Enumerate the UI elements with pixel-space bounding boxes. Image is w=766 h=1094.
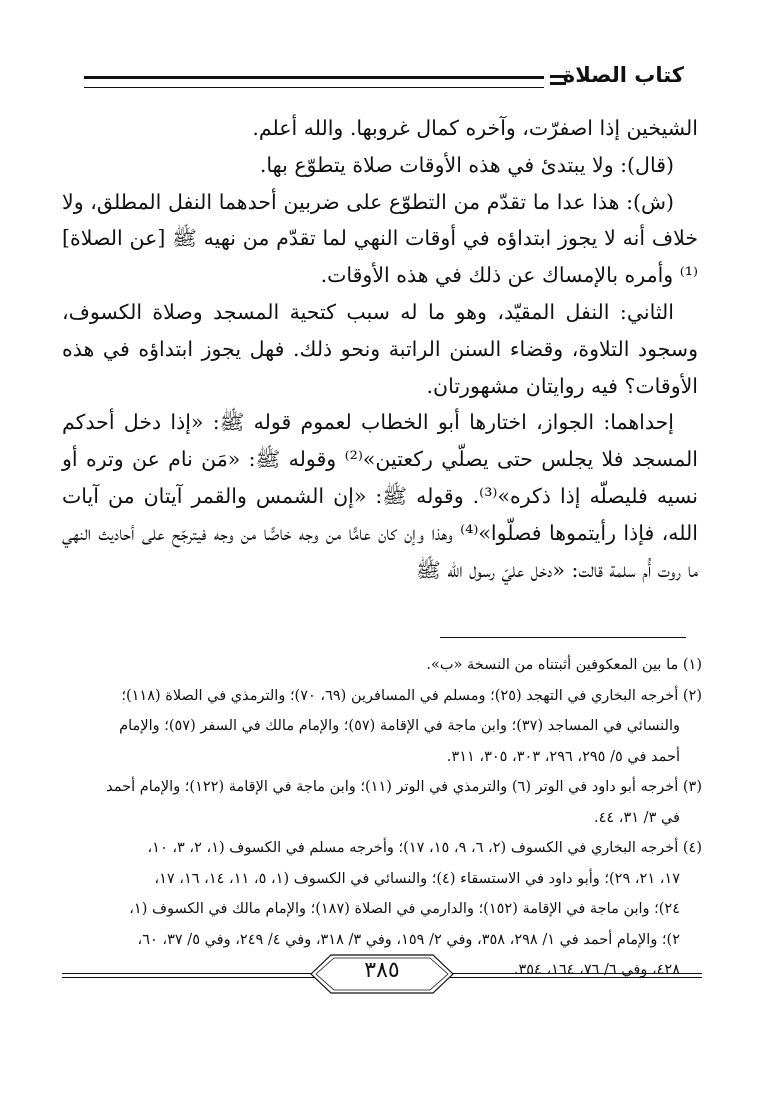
page-footer xyxy=(62,952,702,996)
paragraph: (قال): ولا يبتدئ في هذه الأوقات صلاة يتطوّع بها. xyxy=(259,152,674,177)
paragraph: الشيخين إذا اصفرّت، وآخره كمال غروبها. والله أعلم. xyxy=(252,116,698,140)
running-header xyxy=(84,62,684,94)
footnote-line: (٤) أخرجه البخاري في الكسوف (٢، ٦، ٩، ١٥، ١٧)؛ وأخرجه مسلم في الكسوف (١، ٢، ٣، ١٠، xyxy=(147,840,702,856)
footnote-line: (٣) أخرجه أبو داود في الوتر (٦) والترمذي في الوتر (١١)؛ وابن ماجة في الإقامة (١٢٢)؛ والإمام أحمد xyxy=(106,779,702,795)
running-header-title: كتاب الصلاة xyxy=(562,63,684,87)
footnote-line: (٢) أخرجه البخاري في التهجد (٢٥)؛ ومسلم في المسافرين (٦٩، ٧٠)؛ والترمذي في الصلاة (١١٨)؛ xyxy=(121,687,702,704)
paragraph: (ش): هذا عدا ما تقدّم من التطوّع على ضربين أحدهما النفل المطلق، ولا خلاف أنه لا يجوز ابتداؤه في أوقات النهي لما تقدّم من نهيه ﷺ [عن الصلاة]⁽¹⁾ وأمره بالإمساك عن ذلك في هذه الأوقات. xyxy=(62,189,698,288)
footnote-line: ١٧، ٢١، ٢٩)؛ وأبو داود في الاستسقاء (٤)؛ والنسائي في الكسوف (١، ٥، ١١، ١٤، ١٦، ١٧، xyxy=(154,870,680,887)
paragraph: الثاني: النفل المقيّد، وهو ما له سبب كتحية المسجد وصلاة الكسوف، وسجود التلاوة، وقضاء السنن الراتبة ونحو ذلك. فهل يجوز ابتداؤه في هذه الأوقات؟ فيه روايتان مشهورتان. xyxy=(62,299,698,398)
footnote-line: أحمد في ٥/ ٢٩٥، ٢٩٦، ٣٠٣، ٣٠٥، ٣١١. xyxy=(446,748,680,765)
footnote-line: ٢)؛ والإمام أحمد في ١/ ٢٩٨، ٣٥٨، وفي ٢/ ١٥٩، وفي ٣/ ٣١٨، وفي ٤/ ٢٤٩، وفي ٥/ ٣٧، ٦٠، xyxy=(137,931,680,948)
main-text xyxy=(62,110,698,588)
header-ornament xyxy=(550,75,566,85)
footnote-line: (١) ما بين المعكوفين أثبتناه من النسخة «ب». xyxy=(426,657,702,673)
footnote-line: ٤٢٨، وفي ٦/ ٧٦، ١٦٤، ٣٥٤. xyxy=(513,962,680,978)
footnote-line: في ٣/ ٣١، ٤٤. xyxy=(594,809,680,826)
paragraph: إحداهما: الجواز، اختارها أبو الخطاب لعموم قوله ﷺ: «إذا دخل أحدكم المسجد فلا يجلس حتى يصلّي ركعتين»⁽²⁾ وقوله ﷺ: «مَن نام عن وتره أو نسيه فليصلّه إذا ذكره»⁽³⁾. وقوله ﷺ: «إن الشمس والقمر آيتان من آيات الله، فإذا رأيتموها فصلّوا»⁽⁴⁾ وهذا وإن كان عامًّا من وجه خاصًّا من وجه فيترجّح على أحاديث النهي ما روت أُم سلمة قالت: «دخل عليّ رسول الله ﷺ xyxy=(62,410,699,582)
header-rule xyxy=(84,76,544,88)
footnote-2 xyxy=(62,681,702,773)
footnote-line: والنسائي في المساجد (٣٧)؛ وابن ماجة في الإقامة (٥٧)؛ والإمام مالك في السفر (٥٧)؛ والإمام xyxy=(119,718,680,734)
footnote-separator xyxy=(440,637,686,638)
footnotes xyxy=(62,650,702,986)
footnote-line: ٢٤)؛ وابن ماجة في الإقامة (١٥٢)؛ والدارمي في الصلاة (١٨٧)؛ والإمام مالك في الكسوف (١، xyxy=(129,901,680,917)
footnote-1 xyxy=(62,650,702,681)
footnote-3 xyxy=(62,772,702,833)
page-number-badge xyxy=(307,952,457,996)
page-number: ٣٨٥ xyxy=(364,958,400,983)
